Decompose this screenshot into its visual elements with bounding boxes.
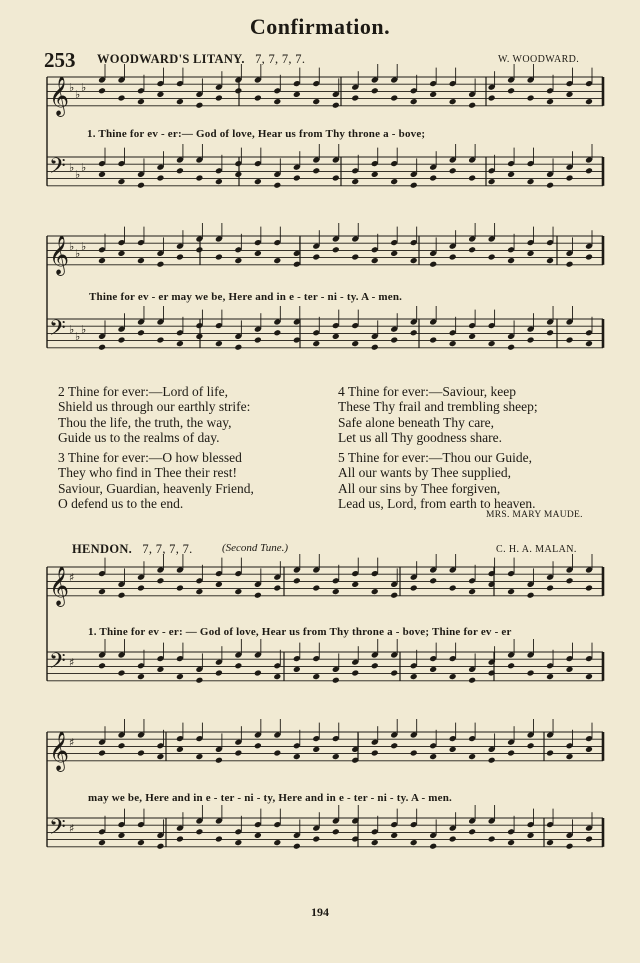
note-head: [273, 329, 281, 336]
note-head: [98, 662, 106, 669]
note-head: [137, 585, 145, 592]
note-head: [390, 250, 398, 257]
note-head: [176, 585, 184, 592]
note-head: [527, 592, 535, 599]
accidental: ♯: [69, 656, 75, 669]
note-head: [293, 175, 301, 182]
note-head: [156, 261, 164, 268]
note-head: [234, 750, 242, 757]
note-head: [137, 839, 145, 846]
note-head: [312, 746, 320, 753]
note-head: [293, 753, 301, 760]
note-head: [351, 670, 359, 677]
note-head: [137, 257, 145, 264]
note-head: [488, 178, 496, 185]
verse-line: Saviour, Guardian, heavenly Friend,: [58, 480, 254, 496]
note-head: [507, 839, 515, 846]
note-head: [351, 95, 359, 102]
note-head: [234, 662, 242, 669]
note-head: [546, 585, 554, 592]
tune-meter: 7, 7, 7, 7.: [255, 52, 306, 66]
note-head: [156, 666, 164, 673]
note-head: [410, 257, 418, 264]
note-head: [468, 175, 476, 182]
note-head: [410, 329, 418, 336]
note-head: [585, 167, 593, 174]
note-head: [254, 832, 262, 839]
hymn-number: 253: [44, 48, 76, 72]
bass-clef: 𝄢: [49, 815, 66, 845]
note-head: [118, 95, 126, 102]
note-head: [137, 182, 145, 189]
note-head: [566, 666, 574, 673]
note-head: [332, 246, 340, 253]
note-head: [390, 832, 398, 839]
second-tune-note: (Second Tune.): [222, 542, 288, 554]
note-head: [371, 750, 379, 757]
note-head: [429, 753, 437, 760]
note-head: [118, 832, 126, 839]
note-head: [449, 746, 457, 753]
note-head: [429, 666, 437, 673]
note-head: [449, 673, 457, 680]
note-head: [254, 95, 262, 102]
note-head: [351, 581, 359, 588]
note-head: [234, 87, 242, 94]
note-head: [390, 592, 398, 599]
note-head: [507, 750, 515, 757]
note-head: [118, 592, 126, 599]
verse-2: [58, 384, 250, 445]
tune-title: HENDON.: [72, 542, 133, 556]
verse-line: Thou the life, the truth, the way,: [58, 414, 232, 430]
note-head: [585, 836, 593, 843]
note-head: [332, 677, 340, 684]
note-head: [449, 167, 457, 174]
note-head: [195, 588, 203, 595]
note-head: [332, 333, 340, 340]
note-head: [312, 340, 320, 347]
accidental: ♭: [75, 168, 81, 181]
note-head: [566, 337, 574, 344]
note-head: [429, 577, 437, 584]
note-head: [371, 257, 379, 264]
page-number: 194: [311, 905, 329, 919]
note-head: [273, 839, 281, 846]
note-head: [293, 577, 301, 584]
note-head: [566, 91, 574, 98]
note-head: [429, 91, 437, 98]
note-head: [118, 178, 126, 185]
note-head: [254, 670, 262, 677]
note-head: [273, 750, 281, 757]
accidental: ♭: [81, 161, 87, 174]
verse-line: 3 Thine for ever:—O how blessed: [58, 450, 242, 465]
note-head: [176, 167, 184, 174]
accidental: ♭: [81, 81, 87, 94]
note-head: [488, 836, 496, 843]
note-head: [215, 340, 223, 347]
note-head: [351, 340, 359, 347]
note-head: [156, 577, 164, 584]
note-head: [273, 585, 281, 592]
note-head: [137, 98, 145, 105]
note-head: [234, 171, 242, 178]
lyric-line: 1. Thine for ev - er: — God of love, Hear us from Thy throne a - bove; Thine for ev - er: [88, 626, 512, 638]
composer-2: C. H. A. MALAN.: [496, 544, 577, 555]
note-head: [410, 750, 418, 757]
verse-line: 4 Thine for ever:—Saviour, keep: [338, 384, 517, 399]
note-head: [429, 337, 437, 344]
note-head: [351, 178, 359, 185]
note-head: [351, 254, 359, 261]
note-head: [254, 250, 262, 257]
note-head: [371, 87, 379, 94]
note-head: [371, 171, 379, 178]
accidental: ♭: [69, 240, 75, 253]
note-head: [195, 175, 203, 182]
note-head: [507, 257, 515, 264]
note-head: [312, 673, 320, 680]
note-head: [390, 178, 398, 185]
note-head: [312, 167, 320, 174]
verse-line: Safe alone beneath Thy care,: [338, 414, 495, 430]
note-head: [585, 585, 593, 592]
note-head: [527, 742, 535, 749]
note-head: [215, 178, 223, 185]
note-head: [156, 175, 164, 182]
note-head: [449, 254, 457, 261]
note-head: [507, 171, 515, 178]
note-head: [156, 337, 164, 344]
note-head: [566, 175, 574, 182]
note-head: [488, 757, 496, 764]
note-head: [546, 329, 554, 336]
note-head: [98, 839, 106, 846]
note-head: [566, 577, 574, 584]
note-head: [507, 87, 515, 94]
note-head: [98, 257, 106, 264]
note-head: [546, 182, 554, 189]
note-head: [156, 753, 164, 760]
note-head: [98, 344, 106, 351]
tune-title: WOODWARD'S LITANY.: [97, 52, 245, 66]
note-head: [254, 337, 262, 344]
note-head: [273, 257, 281, 264]
note-head: [507, 344, 515, 351]
verse-line: All our sins by Thee forgiven,: [338, 480, 501, 496]
bass-clef: 𝄢: [49, 154, 66, 184]
verse-line: Shield us through our earthly strife:: [58, 399, 251, 415]
accidental: ♯: [69, 571, 75, 584]
bass-clef: 𝄢: [49, 649, 66, 679]
note-head: [234, 839, 242, 846]
note-head: [118, 670, 126, 677]
note-head: [137, 673, 145, 680]
note-head: [234, 344, 242, 351]
note-head: [468, 588, 476, 595]
accidental: ♭: [81, 323, 87, 336]
note-head: [468, 828, 476, 835]
accidental: ♭: [69, 81, 75, 94]
note-head: [273, 182, 281, 189]
note-head: [429, 261, 437, 268]
note-head: [215, 95, 223, 102]
note-head: [468, 102, 476, 109]
note-head: [176, 673, 184, 680]
note-head: [176, 98, 184, 105]
note-head: [195, 102, 203, 109]
verse-line: O defend us to the end.: [58, 495, 184, 511]
note-head: [98, 87, 106, 94]
note-head: [410, 839, 418, 846]
note-head: [156, 843, 164, 850]
note-head: [215, 581, 223, 588]
note-head: [371, 344, 379, 351]
verse-line: These Thy frail and trembling sheep;: [338, 399, 538, 415]
note-head: [215, 254, 223, 261]
note-head: [273, 673, 281, 680]
note-head: [254, 742, 262, 749]
note-head: [371, 662, 379, 669]
lyric-line: 1. Thine for ev - er:— God of love, Hear us from Thy throne a - bove;: [87, 128, 426, 140]
note-head: [293, 843, 301, 850]
note-head: [332, 102, 340, 109]
treble-clef: 𝄞: [49, 731, 70, 771]
accidental: ♭: [69, 323, 75, 336]
note-head: [585, 98, 593, 105]
note-head: [390, 337, 398, 344]
note-head: [98, 588, 106, 595]
note-head: [429, 843, 437, 850]
note-head: [312, 254, 320, 261]
note-head: [488, 95, 496, 102]
note-head: [585, 254, 593, 261]
accidental: ♭: [75, 330, 81, 343]
verse-line: Let us all Thy goodness share.: [338, 429, 502, 445]
note-head: [410, 673, 418, 680]
composer: W. WOODWARD.: [498, 54, 580, 65]
note-head: [118, 250, 126, 257]
note-head: [215, 670, 223, 677]
note-head: [234, 588, 242, 595]
note-head: [546, 750, 554, 757]
note-head: [293, 91, 301, 98]
note-head: [488, 340, 496, 347]
note-head: [98, 171, 106, 178]
note-head: [546, 839, 554, 846]
note-head: [234, 257, 242, 264]
note-head: [507, 662, 515, 669]
treble-clef: 𝄞: [49, 76, 70, 116]
note-head: [390, 742, 398, 749]
note-head: [176, 340, 184, 347]
note-head: [468, 246, 476, 253]
note-head: [195, 333, 203, 340]
note-head: [195, 246, 203, 253]
note-head: [195, 677, 203, 684]
note-head: [585, 746, 593, 753]
section-title: Confirmation.: [249, 14, 391, 39]
note-head: [449, 585, 457, 592]
note-head: [585, 340, 593, 347]
note-head: [507, 588, 515, 595]
note-head: [527, 670, 535, 677]
note-head: [293, 666, 301, 673]
note-head: [137, 750, 145, 757]
note-head: [468, 753, 476, 760]
note-head: [468, 333, 476, 340]
note-head: [468, 677, 476, 684]
note-head: [137, 329, 145, 336]
tune-name-2: [72, 542, 193, 557]
verse-line: Lead us, Lord, from earth to heaven.: [338, 495, 536, 511]
note-head: [410, 182, 418, 189]
accidental: ♭: [75, 88, 81, 101]
note-head: [527, 178, 535, 185]
treble-clef: 𝄞: [49, 566, 70, 606]
lyric-line: Thine for ev - er may we be, Here and in e - ter - ni - ty. A - men.: [89, 291, 403, 303]
accidental: ♭: [81, 240, 87, 253]
note-head: [332, 753, 340, 760]
note-head: [371, 839, 379, 846]
note-head: [254, 178, 262, 185]
note-head: [195, 753, 203, 760]
note-head: [254, 592, 262, 599]
verse-line: Guide us to the realms of day.: [58, 429, 220, 445]
note-head: [215, 836, 223, 843]
note-head: [566, 843, 574, 850]
note-head: [332, 175, 340, 182]
note-head: [546, 673, 554, 680]
note-head: [410, 585, 418, 592]
note-head: [118, 742, 126, 749]
lyric-line: may we be, Here and in e - ter - ni - ty, Here and in e - ter - ni - ty. A - men.: [88, 792, 452, 804]
verse-line: They who find in Thee their rest!: [58, 465, 237, 481]
note-head: [527, 337, 535, 344]
note-head: [566, 753, 574, 760]
note-head: [371, 588, 379, 595]
note-head: [449, 98, 457, 105]
note-head: [156, 91, 164, 98]
verse-3: [58, 450, 254, 511]
accidental: ♭: [75, 247, 81, 260]
note-head: [98, 750, 106, 757]
note-head: [215, 757, 223, 764]
note-head: [449, 836, 457, 843]
accidental: ♯: [69, 736, 75, 749]
note-head: [410, 98, 418, 105]
note-head: [176, 746, 184, 753]
note-head: [176, 836, 184, 843]
author: MRS. MARY MAUDE.: [486, 510, 583, 520]
verse-line: All our wants by Thee supplied,: [338, 465, 511, 481]
bass-clef: 𝄢: [49, 316, 66, 346]
note-head: [546, 98, 554, 105]
tune-meter: 7, 7, 7, 7.: [142, 542, 193, 556]
note-head: [273, 98, 281, 105]
note-head: [585, 673, 593, 680]
note-head: [312, 585, 320, 592]
verse-5: [338, 450, 536, 511]
accidental: ♯: [69, 822, 75, 835]
note-head: [566, 261, 574, 268]
note-head: [176, 254, 184, 261]
note-head: [527, 95, 535, 102]
note-head: [527, 250, 535, 257]
accidental: ♭: [69, 161, 75, 174]
verse-line: 5 Thine for ever:—Thou our Guide,: [338, 450, 532, 465]
note-head: [332, 588, 340, 595]
note-head: [390, 95, 398, 102]
note-head: [527, 832, 535, 839]
note-head: [332, 828, 340, 835]
note-head: [390, 670, 398, 677]
note-head: [195, 828, 203, 835]
note-head: [488, 254, 496, 261]
note-head: [312, 98, 320, 105]
note-head: [312, 836, 320, 843]
note-head: [449, 340, 457, 347]
verse-4: [338, 384, 538, 445]
note-head: [429, 175, 437, 182]
note-head: [546, 257, 554, 264]
note-head: [118, 337, 126, 344]
treble-clef: 𝄞: [49, 235, 70, 275]
verse-line: 2 Thine for ever:—Lord of life,: [58, 384, 228, 399]
